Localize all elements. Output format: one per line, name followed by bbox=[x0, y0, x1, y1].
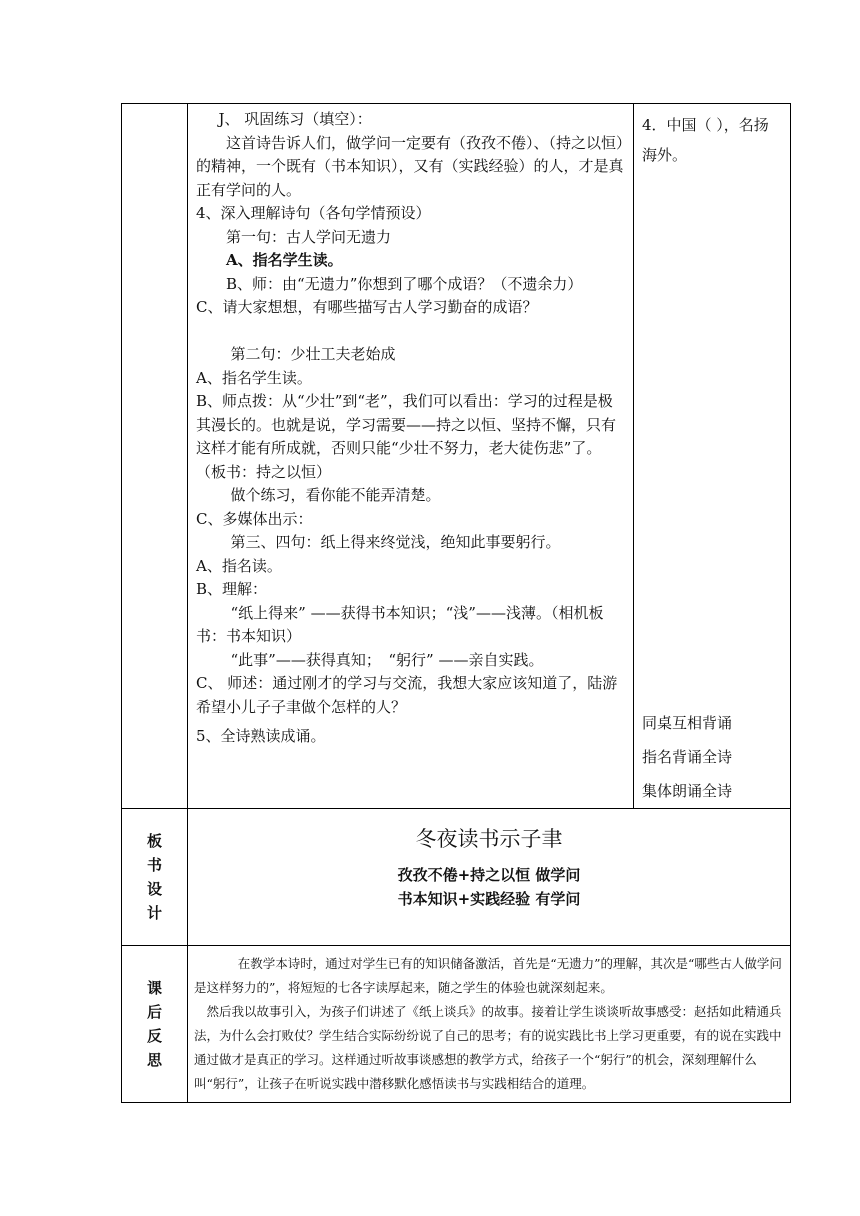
line-heading: 第三、四句：纸上得来终觉浅，绝知此事要躬行。 bbox=[230, 533, 561, 551]
student-activity-cell bbox=[634, 104, 791, 809]
side-activity: 同桌互相背诵 bbox=[642, 714, 733, 732]
section-heading: J、 巩固练习（填空）： bbox=[218, 110, 372, 128]
label-char: 书 bbox=[146, 856, 162, 874]
side-exercise: 4．中国（ ），名扬海外。 bbox=[642, 116, 769, 164]
label-char: 计 bbox=[146, 904, 162, 922]
side-activity: 集体朗诵全诗 bbox=[642, 782, 733, 800]
reflection-paragraph: 然后我以故事引入，为孩子们讲述了《纸上谈兵》的故事。接着让学生谈谈听故事感受：赵括如此精通兵法，为什么会打败仗？学生结合实际纷纷说了自己的思考；有的说实践比书上学习更重要，有的说在实践中通过做才是真正的学习。这样通过听故事谈感想的教学方式，给孩子一个“躬行”的机会，深刻理解什么叫“躬行”，让孩子在听说实践中潜移默化感悟读书与实践相结合的道理。 bbox=[194, 1004, 782, 1091]
step-item: C、多媒体出示： bbox=[196, 509, 313, 528]
label-char: 后 bbox=[146, 1003, 162, 1021]
section-heading: 5、全诗熟读成诵。 bbox=[196, 727, 326, 745]
step-item: “此事”——获得真知； “躬行” ——亲自实践。 bbox=[230, 650, 544, 669]
side-activity: 指名背诵全诗 bbox=[642, 748, 733, 766]
step-item: 做个练习，看你能不能弄清楚。 bbox=[230, 486, 441, 504]
line-heading: 第一句：古人学问无遗力 bbox=[226, 227, 392, 246]
board-line: 书本知识+实践经验 有学问 bbox=[397, 890, 581, 908]
label-char: 板 bbox=[146, 832, 162, 850]
fill-in-exercise: 这首诗告诉人们，做学问一定要有（孜孜不倦）、（持之以恒）的精神，一个既有（书本知识），又有（实践经验）的人，才是真正有学问的人。 bbox=[196, 133, 624, 199]
section-heading: 4、深入理解诗句（各句学情预设） bbox=[196, 204, 431, 222]
reflection-paragraph: 在教学本诗时，通过对学生已有的知识储备激活，首先是“无遗力”的理解，其次是“哪些古人做学问是这样努力的”，将短短的七各字读厚起来，随之学生的体验也就深刻起来。 bbox=[194, 956, 782, 995]
teaching-process-cell bbox=[188, 104, 634, 809]
step-item: B、理解： bbox=[196, 580, 268, 598]
board-line: 孜孜不倦+持之以恒 做学问 bbox=[397, 866, 581, 884]
label-char: 反 bbox=[146, 1027, 162, 1045]
board-design-label bbox=[122, 809, 188, 946]
side-activities bbox=[642, 706, 732, 808]
label-char: 课 bbox=[146, 979, 162, 997]
step-item: B、师点拨：从“少壮”到“老”，我们可以看出：学习的过程是极其漫长的。也就是说，学习需要——持之以恒、坚持不懈，只有这样才能有所成就，否则只能“少壮不努力，老大徒伤悲”了。 （板书：持之以恒） bbox=[196, 392, 617, 481]
lesson-plan-table bbox=[121, 103, 791, 1103]
board-title: 冬夜读书示子聿 bbox=[415, 827, 563, 851]
label-char: 设 bbox=[146, 880, 162, 898]
step-item: B、师：由“无遗力”你想到了哪个成语？（不遗余力） bbox=[226, 274, 583, 293]
step-item: A、指名学生读。 bbox=[196, 368, 312, 387]
step-item: C、请大家想想，有哪些描写古人学习勤奋的成语？ bbox=[196, 298, 538, 316]
step-item: “纸上得来” ——获得书本知识；“浅”——浅薄。（相机板书：书本知识） bbox=[196, 603, 604, 645]
reflection-cell bbox=[188, 946, 791, 1103]
board-design-cell bbox=[188, 809, 791, 946]
label-char: 思 bbox=[146, 1051, 162, 1069]
step-item: C、 师述：通过刚才的学习与交流，我想大家应该知道了，陆游希望小儿子子聿做个怎样的人？ bbox=[196, 674, 618, 716]
step-item: A、指名学生读。 bbox=[226, 251, 343, 269]
step-item: A、指名读。 bbox=[196, 556, 282, 575]
empty-label-cell bbox=[122, 104, 188, 809]
reflection-label bbox=[122, 946, 188, 1103]
line-heading: 第二句：少壮工夫老始成 bbox=[230, 345, 396, 363]
